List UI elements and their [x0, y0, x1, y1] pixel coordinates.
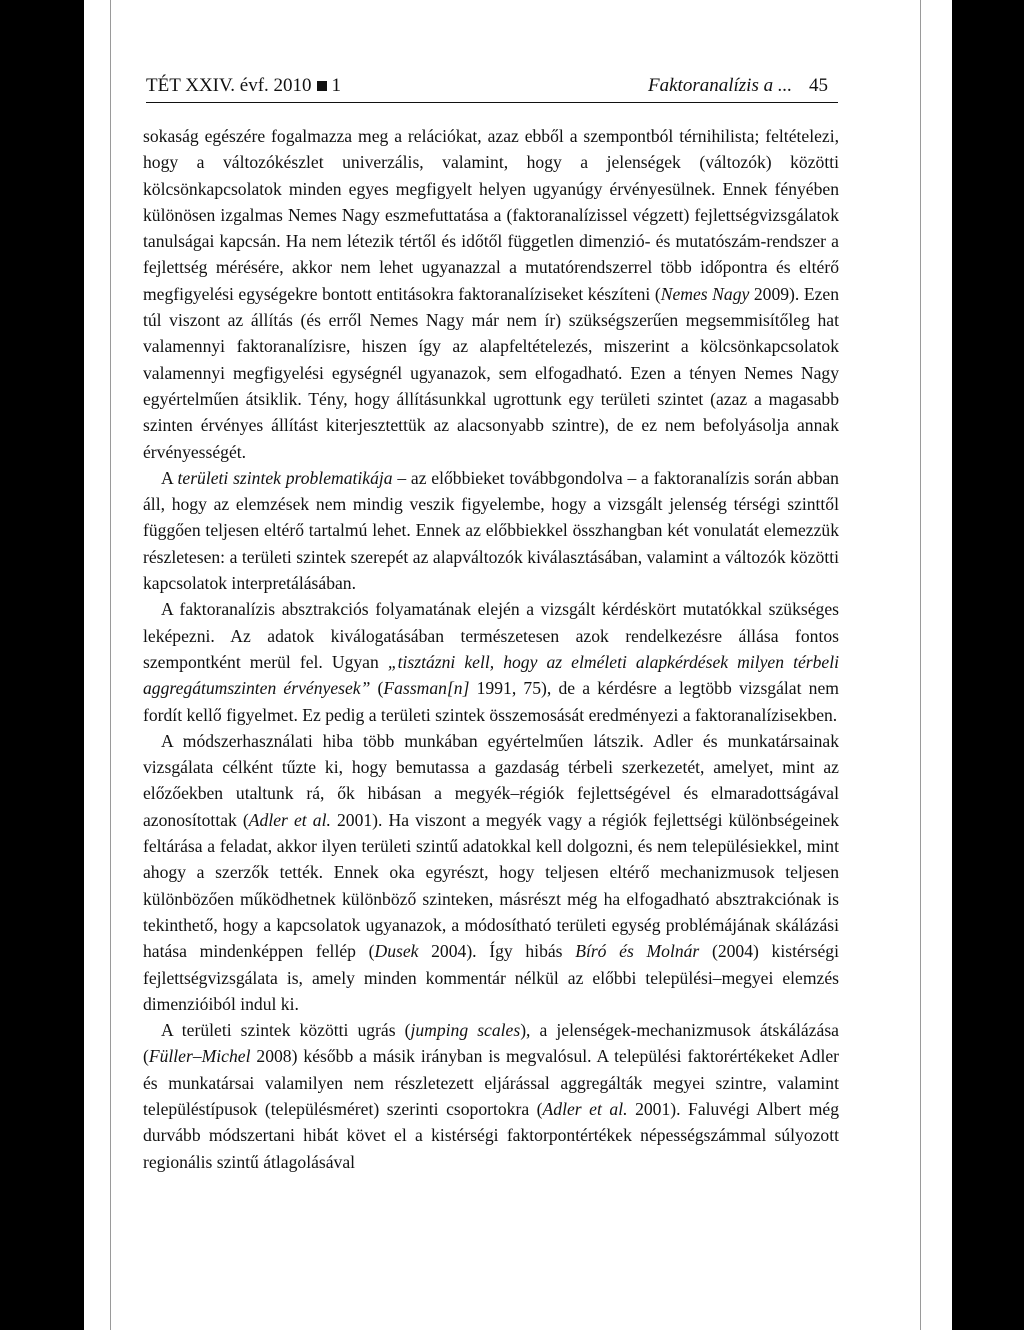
italic-text: Nemes Nagy — [660, 283, 750, 304]
paragraph — [143, 465, 839, 596]
document-page — [84, 0, 952, 1330]
body-text — [143, 123, 839, 1175]
italic-text: Füller–Michel — [148, 1046, 251, 1067]
paragraph — [143, 1017, 839, 1175]
italic-text: Adler et al. — [542, 1098, 628, 1119]
paragraph — [143, 596, 839, 727]
text-run: ), a jelenségek-mechanizmusok átskálázása ( — [143, 1020, 839, 1067]
italic-text: „tisztázni kell, hogy az elméleti alapkérdések milyen térbeli aggregátumszinten érvényesek” — [143, 651, 839, 699]
italic-text: Fassman[n] — [383, 678, 470, 699]
journal-info — [146, 74, 341, 98]
text-run: A faktoranalízis absztrakciós folyamatának elején a vizsgált kérdéskört mutatókkal szükséges leképezni. Az adatok kiválogatásában természetesen azok rendelkezésre állása fontos szempontként merül fel. Ugyan — [143, 599, 839, 672]
paragraph — [143, 123, 839, 465]
text-run: 2001). Ha viszont a megyék vagy a régiók fejlettségi különbségeinek feltárása a feladat, akkor ilyen területi szintű adatokkal kell dolgozni, és nem településiekkel, mint ahogy a szerzők tették. Ennek oka egyrészt, hogy teljesen eltérő mechanizmusok teljesen különbözően működhetnek különböző szinteken, másrészt még ha elfogadható absztrakciónak is tekinthető, hogy a kapcsolatok ugyanazok, a módosítható területi egység problémájának skálázási hatása mindenképpen fellép ( — [143, 809, 839, 962]
text-run: A módszerhasználati hiba több munkában egyértelműen látszik. Adler és munkatársainak vizsgálata célként tűzte ki, hogy bemutassa a gazdaság térbeli szerkezetét, amelyet, mint az előzőekben utaltunk rá, ők hibásan a megyék–régiók fejlettségével és elmaradottságával azonosítottak ( — [143, 730, 839, 830]
text-run: – az előbbieket továbbgondolva – a faktoranalízis során abban áll, hogy az elemzések nem mindig veszik figyelembe, hogy a vizsgált jelenség térségi szinttől függően teljesen eltérő tartalmú lehet. Ennek az előbbiekkel összhangban két vonulatát elemezzük részletesen: a területi szintek szerepét az alapváltozók kiválasztásában, valamint a változók közötti kapcsolatok interpretálásában. — [143, 467, 839, 594]
square-bullet-icon — [317, 81, 327, 91]
italic-text: Dusek — [374, 941, 419, 962]
issue-number: 1 — [331, 75, 342, 96]
left-margin-line — [110, 0, 111, 1330]
text-run: 2008) később a másik irányban is megvalósul. A települési faktorértékeket Adler és munkatársai valamilyen nem részletezett eljárással aggregálták megyei szintre, valamint településtípusok (településméret) szerinti csoportokra ( — [143, 1046, 839, 1119]
text-run: A — [161, 467, 178, 488]
text-run: 2004). Így hibás — [418, 941, 576, 962]
text-run: 2001). Faluvégi Albert még durvább módszertani hibát követ el a kistérségi faktorpontértékek népességszámmal súlyozott regionális szintű átlagolásával — [143, 1098, 839, 1172]
italic-text: Adler et al. — [248, 809, 331, 830]
journal-name: TÉT XXIV. évf. 2010 — [146, 75, 312, 96]
paragraph — [143, 728, 839, 1017]
text-run: (2004) kistérségi fejlettségvizsgálata is, amely minden kommentár nélkül az előbbi települési–megyei elemzés dimenzióiból indul ki. — [143, 941, 839, 1014]
italic-text: Bíró és Molnár — [575, 941, 700, 962]
text-run: 1991, 75), de a kérdésre a legtöbb vizsgálat nem fordít kellő figyelmet. Ez pedig a területi szintek összemosását eredményezi a faktoranalízisekben. — [143, 678, 839, 725]
italic-text: jumping scales — [410, 1020, 521, 1041]
text-run: ( — [370, 678, 384, 699]
right-margin-line — [920, 0, 921, 1330]
text-run: sokaság egészére fogalmazza meg a relációkat, azaz ebből a szempontból térnihilista; feltételezi, hogy a változókészlet univerzális, valamint, hogy a jelenségek (változók) közötti kölcsönkapcsolatok minden egyes megfigyelt helyen ugyanúgy érvényesülnek. Ennek fényében különösen izgalmas Nemes Nagy eszmefuttatása a (faktoranalízissel végzett) fejlettségvizsgálatok tanulságai kapcsán. Ha nem létezik tértől és időtől független dimenzió- és mutatószám-rendszer a fejlettség mérésére, akkor nem lehet ugyanazzal a mutatórendszerrel több időpontra és eltérő megfigyelési egységekre bontott entitásokra faktoranalíziseket készíteni ( — [143, 126, 839, 304]
italic-text: területi szintek problematikája — [177, 467, 393, 488]
page-number: 45 — [809, 75, 828, 96]
text-run: 2009). Ezen túl viszont az állítás (és erről Nemes Nagy már nem ír) szükségszerűen megsemmisítőleg hat valamennyi faktoranalízisre, hiszen így az alapfeltételezés, miszerint a kölcsönkapcsolatok valamennyi megfigyelési egységnél ugyanazok, sem elfogadható. Ezen a tényen Nemes Nagy egyértelműen átsiklik. Tény, hogy állításunkkal ugrottunk egy területi szintet (azaz a magasabb szinten érvényes állítást kiterjesztettük az alacsonyabb szintre), de ez nem befolyásolja annak érvényességét. — [143, 283, 839, 462]
running-header — [146, 74, 838, 103]
text-run: A területi szintek közötti ugrás ( — [161, 1020, 411, 1041]
running-title: Faktoranalízis a ... — [648, 75, 793, 96]
